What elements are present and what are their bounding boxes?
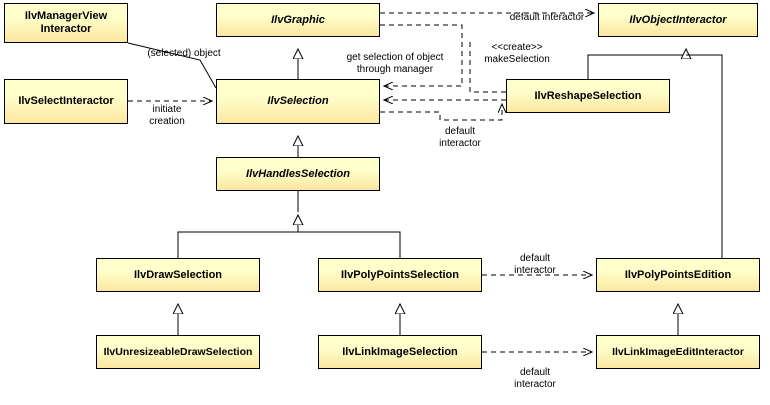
class-node-ilvselectinteractor[interactable]: IlvSelectInteractor [4,79,128,124]
class-node-ilvpolypointsedition[interactable]: IlvPolyPointsEdition [596,258,760,292]
class-node-ilvmanagerviewinteractor[interactable]: IlvManagerView Interactor [4,3,128,43]
class-node-ilvlinkimageeditinteractor[interactable]: IlvLinkImageEditInteractor [596,335,760,369]
class-node-ilvreshapeselection[interactable]: IlvReshapeSelection [506,79,670,113]
class-node-ilvdrawselection[interactable]: IlvDrawSelection [96,258,260,292]
edge-label-default-interactor-top: default interactor [509,12,585,23]
edge-label-default-interactor-polypoints: default interactor [514,253,556,276]
class-node-ilvhandlesselection[interactable]: IlvHandlesSelection [216,157,380,191]
class-node-ilvunresizeabledrawselection[interactable]: IlvUnresizeableDrawSelection [96,335,260,369]
edge-label-default-interactor-reshape: default interactor [439,126,481,149]
class-node-ilvpolypointsselection[interactable]: IlvPolyPointsSelection [318,258,482,292]
class-node-ilvlinkimageselection[interactable]: IlvLinkImageSelection [318,335,482,369]
edge-label-default-interactor-linkimage: default interactor [514,367,556,390]
class-node-ilvobjectinteractor[interactable]: IlvObjectInteractor [598,3,758,37]
edge-label-initiate-creation: initiate creation [149,104,185,127]
class-node-ilvselection[interactable]: IlvSelection [216,79,380,124]
edge-label-create-makeselection: <<create>> makeSelection [484,42,550,65]
edge-label-selected-object: (selected) object [147,48,221,59]
edge-label-get-selection-through-manager: get selection of object through manager [346,52,444,75]
class-node-ilvgraphic[interactable]: IlvGraphic [216,3,380,37]
